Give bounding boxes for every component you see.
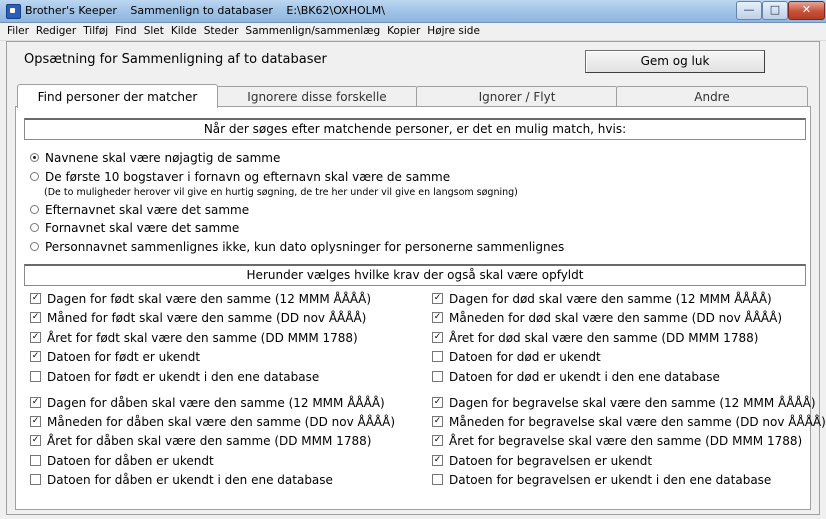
checkbox-label: Året for død skal være den samme (DD MMM 1788) <box>449 331 759 345</box>
checkbox-label: Dagen for begravelse skal være den samme (12 MMM ÅÅÅÅ) <box>449 396 816 410</box>
menu-tilfoej[interactable]: Tilføj <box>83 25 109 37</box>
checkbox-indicator: ✓ <box>433 416 442 426</box>
checkbox-death-year[interactable] <box>432 331 758 345</box>
checkbox-indicator: ✓ <box>31 435 40 445</box>
checkbox-indicator: ✓ <box>31 312 40 322</box>
radio-label: Efternavnet skal være det samme <box>45 203 250 217</box>
menu-slet[interactable]: Slet <box>143 25 164 37</box>
checkbox-label: Året for født skal være den samme (DD MMM 1788) <box>47 331 358 345</box>
checkbox-burial-unknown[interactable] <box>432 454 652 468</box>
checkbox-indicator: ✓ <box>433 293 442 303</box>
checkbox-birth-month[interactable] <box>30 311 366 325</box>
checkbox-label: Datoen for dåben er ukendt i den ene database <box>47 473 333 487</box>
tab-other[interactable]: Andre <box>616 86 808 107</box>
checkbox-burial-year[interactable] <box>432 434 802 448</box>
checkbox-indicator: ✓ <box>433 455 442 465</box>
radio-indicator <box>30 153 39 162</box>
menu-hoejre-side[interactable]: Højre side <box>427 25 480 37</box>
radio-indicator <box>30 242 39 251</box>
window-title <box>25 4 395 17</box>
checkbox-label: Måneden for dåben skal være den samme (DD nov ÅÅÅÅ) <box>47 415 396 429</box>
radio-dates-only[interactable] <box>30 240 564 254</box>
checkbox-indicator: ✓ <box>433 435 442 445</box>
checkbox-birth-unknown[interactable] <box>30 350 200 364</box>
checkbox-label: Datoen for dåben er ukendt <box>47 454 214 468</box>
menu-bar <box>0 23 826 41</box>
section-match-title: Når der søges efter matchende personer, er det en mulig match, hvis: <box>24 118 806 140</box>
close-button[interactable]: ✕ <box>788 1 825 20</box>
menu-find[interactable]: Find <box>115 25 137 37</box>
title-bar <box>0 0 826 23</box>
menu-kopier[interactable]: Kopier <box>387 25 421 37</box>
radio-exact-names[interactable] <box>30 151 280 165</box>
checkbox-burial-unknown-one-db[interactable] <box>432 473 771 487</box>
checkbox-indicator: ✓ <box>433 397 442 407</box>
checkbox-label: Måned for født skal være den samme (DD nov ÅÅÅÅ) <box>47 311 367 325</box>
checkbox-indicator: ✓ <box>31 397 40 407</box>
checkbox-indicator: ✓ <box>31 351 40 361</box>
checkbox-burial-day[interactable] <box>432 396 816 410</box>
checkbox-death-day[interactable] <box>432 292 772 306</box>
menu-kilde[interactable]: Kilde <box>170 25 197 37</box>
radio-first-10-letters[interactable] <box>30 170 450 184</box>
checkbox-label: Året for dåben skal være den samme (DD MMM 1788) <box>47 434 372 448</box>
checkbox-label: Dagen for dåben skal være den samme (12 MMM ÅÅÅÅ) <box>47 396 385 410</box>
save-and-close-button[interactable]: Gem og luk <box>585 50 765 73</box>
checkbox-label: Datoen for begravelsen er ukendt i den ene database <box>449 473 772 487</box>
app-name: Brother's Keeper <box>25 4 117 17</box>
database-path: E:\BK62\OXHOLM\ <box>286 4 385 17</box>
checkbox-label: Måneden for død skal være den samme (DD nov ÅÅÅÅ) <box>449 311 783 325</box>
menu-sammenlign[interactable]: Sammenlign/sammenlæg <box>245 25 381 37</box>
tab-panel <box>15 106 811 510</box>
checkbox-indicator: ✓ <box>31 293 40 303</box>
checkbox-birth-day[interactable] <box>30 292 371 306</box>
checkbox-birth-unknown-one-db[interactable] <box>30 370 319 384</box>
checkbox-death-unknown-one-db[interactable] <box>432 370 720 384</box>
checkbox-indicator <box>432 474 443 485</box>
radio-same-surname[interactable] <box>30 203 249 217</box>
section-requirements-title: Herunder vælges hvilke krav der også skal være opfyldt <box>24 264 806 286</box>
checkbox-indicator: ✓ <box>31 332 40 342</box>
radio-label: De første 10 bogstaver i fornavn og efternavn skal være de samme <box>45 170 451 184</box>
dialog-name: Sammenlign to databaser <box>130 4 273 17</box>
menu-rediger[interactable]: Rediger <box>35 25 77 37</box>
app-icon <box>6 4 21 19</box>
menu-steder[interactable]: Steder <box>203 25 239 37</box>
checkbox-label: Datoen for født er ukendt i den ene database <box>47 370 320 384</box>
search-speed-note: (De to muligheder herover vil give en hurtig søgning, de tre her under vil give en langsom søgning) <box>44 187 518 198</box>
checkbox-indicator <box>432 371 443 382</box>
checkbox-label: Året for begravelse skal være den samme (DD MMM 1788) <box>449 434 803 448</box>
checkbox-burial-month[interactable] <box>432 415 826 429</box>
radio-label: Personnavnet sammenlignes ikke, kun dato oplysninger for personerne sammenlignes <box>45 240 565 254</box>
checkbox-label: Datoen for født er ukendt <box>47 350 201 364</box>
minimize-button[interactable]: — <box>736 1 762 20</box>
checkbox-baptism-unknown[interactable] <box>30 454 214 468</box>
checkbox-indicator <box>30 371 41 382</box>
tab-find-matching[interactable]: Find personer der matcher <box>17 84 218 108</box>
radio-indicator <box>30 223 39 232</box>
checkbox-indicator <box>432 351 443 362</box>
radio-label: Fornavnet skal være det samme <box>45 221 240 235</box>
checkbox-indicator: ✓ <box>31 416 40 426</box>
checkbox-baptism-year[interactable] <box>30 434 371 448</box>
maximize-button[interactable]: □ <box>762 1 788 20</box>
checkbox-baptism-unknown-one-db[interactable] <box>30 473 333 487</box>
tab-ignore-move[interactable]: Ignorer / Flyt <box>416 86 618 107</box>
checkbox-indicator: ✓ <box>433 332 442 342</box>
radio-label: Navnene skal være nøjagtig de samme <box>45 151 281 165</box>
checkbox-birth-year[interactable] <box>30 331 358 345</box>
checkbox-indicator: ✓ <box>433 312 442 322</box>
checkbox-death-month[interactable] <box>432 311 782 325</box>
checkbox-label: Datoen for begravelsen er ukendt <box>449 454 653 468</box>
tab-ignore-differences[interactable]: Ignorere disse forskelle <box>216 86 418 107</box>
radio-indicator <box>30 205 39 214</box>
checkbox-label: Datoen for død er ukendt i den ene database <box>449 370 720 384</box>
checkbox-label: Dagen for født skal være den samme (12 MMM ÅÅÅÅ) <box>47 292 372 306</box>
radio-same-firstname[interactable] <box>30 221 239 235</box>
checkbox-label: Måneden for begravelse skal være den samme (DD nov ÅÅÅÅ) <box>449 415 826 429</box>
checkbox-label: Dagen for død skal være den samme (12 MMM ÅÅÅÅ) <box>449 292 772 306</box>
checkbox-indicator <box>30 455 41 466</box>
page-title: Opsætning for Sammenligning af to databaser <box>24 52 327 67</box>
checkbox-indicator <box>30 474 41 485</box>
menu-filer[interactable]: Filer <box>7 25 29 37</box>
checkbox-death-unknown[interactable] <box>432 350 601 364</box>
radio-indicator <box>30 172 39 181</box>
checkbox-baptism-month[interactable] <box>30 415 395 429</box>
checkbox-label: Datoen for død er ukendt <box>449 350 601 364</box>
checkbox-baptism-day[interactable] <box>30 396 385 410</box>
